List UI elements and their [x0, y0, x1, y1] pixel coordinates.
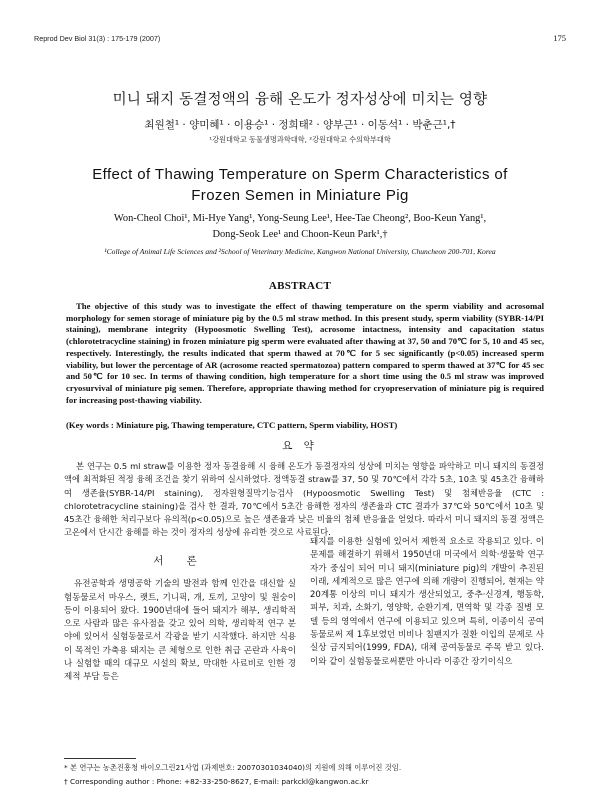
korean-authors: 최원철¹ · 양미혜¹ · 이용승¹ · 정희태² · 양부근¹ · 이동석¹ · 박춘근¹,† [144, 119, 456, 131]
abstract-heading: ABSTRACT [268, 280, 332, 292]
korean-affiliations: ¹강원대학교 동물생명과학대학, ²강원대학교 수의학부대학 [209, 135, 391, 144]
intro-paragraph-right: 돼지를 이용한 실험에 있어서 제한적 요소로 작용되고 있다. 이 문제를 해결하기 위해서 1950년대 미국에서 의학·생물학 연구자가 중심이 되어 미니 돼지(miniature pig)의 개발이 추진된 이래, 세계적으로 많은 연구에 의해 개량이 진행되어, 현재는 약 20계통 이상의 미니 돼지가 생산되었고, 중추·신경계, 행동학, 피부, 치과, 소화기, 영양학, 순환기계, 면역학 및 각종 질병 모델 등의 영역에서 연구에 이용되고 있으며 특히, 이종이식 공여동물로써 제 1후보였던 비비나 침팬지가 질환 이입의 문제로 사실상 금지되어(1999, FDA), 대체 공여동물로 주목 받고 있다. 이와 같이 실험동물로써뿐만 아니라 이종간 장기이식으 [310, 537, 544, 667]
footnote-divider [64, 758, 136, 759]
journal-citation: Reprod Dev Biol 31(3) : 175-179 (2007) [34, 34, 161, 43]
korean-title: 미니 돼지 동결정액의 융해 온도가 정자성상에 미치는 영향 [112, 92, 488, 108]
korean-summary-heading: 요 약 [282, 440, 318, 452]
intro-heading: 서 론 [153, 555, 207, 567]
english-title-line-2: Frozen Semen in Miniature Pig [191, 187, 409, 204]
intro-paragraph-left: 유전공학과 생명공학 기술의 발전과 함께 인간을 대신할 실험동물로서 마우스, 랫트, 기니픽, 개, 토끼, 고양이 및 원숭이 등이 이용되어 왔다. 1900년대에 들어 돼지가 해부, 생리학적으로 사람과 많은 유사점을 갖고 있어 의학, 생리학적 연구 분야에 있어서 실험동물로서 각광을 받기 시작했다. 하지만 식용이 목적인 가축용 돼지는 큰 체형으로 인한 취급 곤란과 사육이나 실험할 때의 대규모 시설의 확보, 막대한 사료비로 인한 경제적 부담 등은 [64, 579, 296, 683]
english-title [0, 164, 600, 206]
english-authors-line-1: Won-Cheol Choi¹, Mi-Hye Yang¹, Yong-Seung Lee¹, Hee-Tae Cheong², Boo-Keun Yang¹, [113, 213, 487, 224]
corresponding-author-footnote: † Corresponding author : Phone: +82-33-250-8627, E-mail: parkckl@kangwon.ac.kr [64, 777, 369, 786]
english-authors [0, 211, 600, 243]
intro-right-column [310, 536, 544, 669]
intro-left-column [64, 555, 296, 685]
english-affiliation: ¹College of Animal Life Sciences and ²School of Veterinary Medicine, Kangwon National University, Chuncheon 200-701, Korea [104, 247, 496, 256]
funding-footnote: * 본 연구는 농촌진흥청 바이오그린21사업 (과제번호: 20070301034040)의 지원에 의해 이루어진 것임. [64, 763, 402, 772]
page-number: 175 [553, 33, 566, 43]
english-title-line-1: Effect of Thawing Temperature on Sperm Characteristics of [92, 166, 508, 183]
abstract-text: The objective of this study was to investigate the effect of thawing temperature on the sperm viability and acrosomal morphology for semen storage of miniature pig by the 0.5 ml straw method. In this present study, sperm viability (SYBR-14/PI staining), membrane integrity (Hypoosmotic Swelling Test), acrosome intactness, intensity and capacitation status (chlorotetracycline staining) in frozen miniature pig sperm were evaluated after thawing at 37, 50 and 70℃ for 5, 10 and 45 sec, respectively. Interestingly, the results indicated that sperm thawed at 70℃ for 5 sec significantly (p<0.05) increased sperm viability, but lower the percentage of AR (acrosome reacted spermatozoa) pattern compared to sperm thawed at 37℃ for 45 sec and 50℃ for 10 sec. In terms of thawing condition, high temperature for a short time using the 0.5 ml straw was improved cryosurvival of miniature pig semen. Therefore, appropriate thawing method for cryopreservation of miniature pig is required for increasing post-thawing viability. [66, 301, 544, 405]
korean-summary-text: 본 연구는 0.5 ml straw를 이용한 정자 동결융해 시 융해 온도가 동결정자의 성상에 미치는 영향을 파악하고 미니 돼지의 동결정액에 최적화된 적정 융해 조건을 찾기 위하여 실시하였다. 정액동결 straw를 37, 50 및 70℃에서 각각 5초, 10초 및 45초간 융해하여 생존율(SYBR-14/PI staining), 정자원형질막기능검사 (Hypoosmotic Swelling Test) 및 첨체반응율 (CTC : chlorotetracycline staining)을 검사 한 결과, 70℃에서 5초간 융해한 정자의 생존율과 CTC 결과가 37℃와 50℃에서 10초 및 45초간 융해한 처리구보다 유의적(p<0.05)으로 높은 생존율과 낮은 비율의 첨체 반응율을 얻었다. 따라서 미니 돼지의 동결 정액은 고온에서 단시간 융해를 하는 것이 정자의 성상에 유리한 것으로 사료된다. [64, 461, 544, 538]
keywords: (Key words : Miniature pig, Thawing temperature, CTC pattern, Sperm viability, HOST) [66, 420, 398, 430]
english-authors-line-2: Dong-Seok Lee¹ and Choon-Keun Park¹,† [212, 229, 388, 240]
